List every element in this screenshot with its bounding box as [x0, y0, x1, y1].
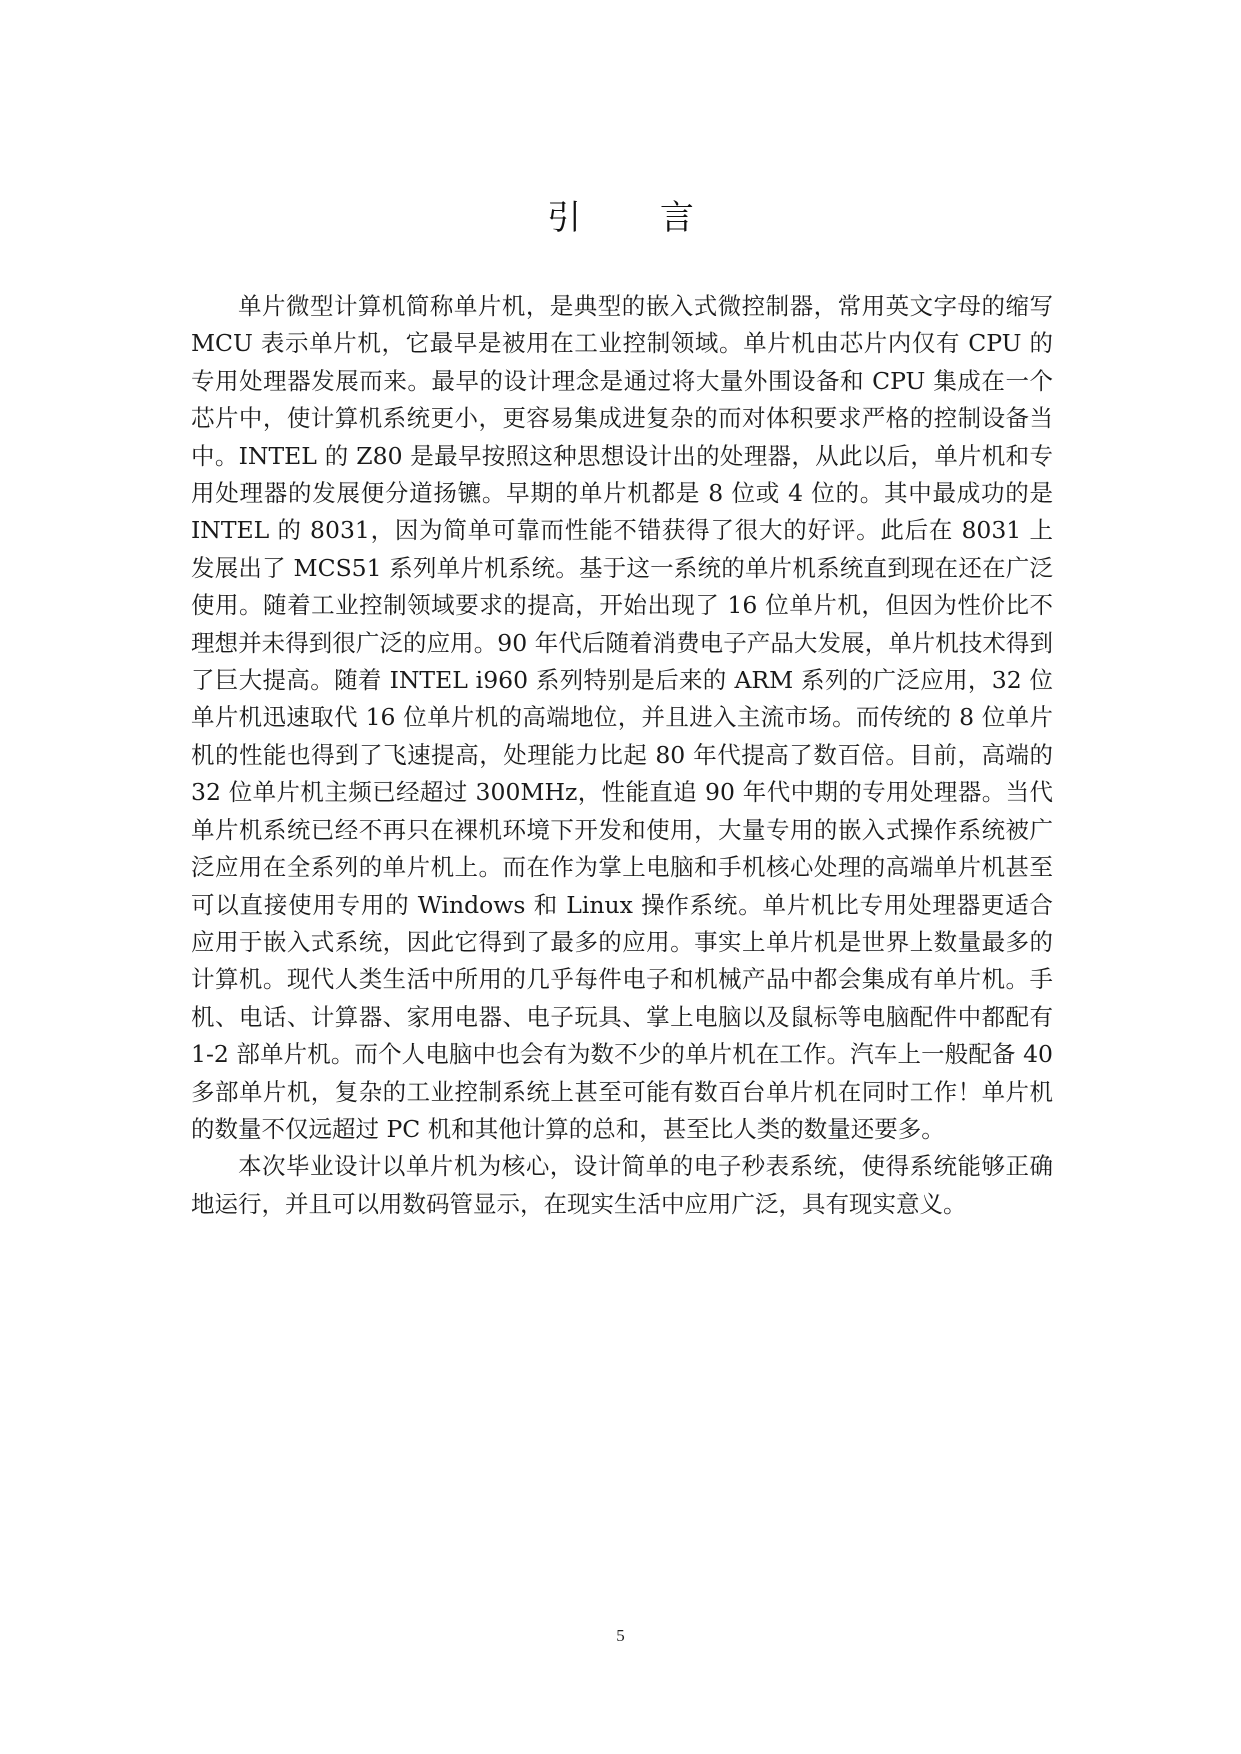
paragraph-mcu-history: 单片微型计算机简称单片机，是典型的嵌入式微控制器，常用英文字母的缩写 MCU 表示单片机，它最早是被用在工业控制领域。单片机由芯片内仅有 CPU 的专用处理器发展而来。最早的设计理念是通过将大量外围设备和 CPU 集成在一个芯片中，使计算机系统更小，更容易集成进复杂的而对体积要求严格的控制设备当中。INTEL 的 Z80 是最早按照这种思想设计出的处理器，从此以后，单片机和专用处理器的发展便分道扬镳。早期的单片机都是 8 位或 4 位的。其中最成功的是 INTEL 的 8031，因为简单可靠而性能不错获得了很大的好评。此后在 8031 上发展出了 MCS51 系列单片机系统。基于这一系统的单片机系统直到现在还在广泛使用。随着工业控制领域要求的提高，开始出现了 16 位单片机，但因为性价比不理想并未得到很广泛的应用。90 年代后随着消费电子产品大发展，单片机技术得到了巨大提高。随着 INTEL i960 系列特别是后来的 ARM 系列的广泛应用，32 位单片机迅速取代 16 位单片机的高端地位，并且进入主流市场。而传统的 8 位单片机的性能也得到了飞速提高，处理能力比起 80 年代提高了数百倍。目前，高端的 32 位单片机主频已经超过 300MHz，性能直追 90 年代中期的专用处理器。当代单片机系统已经不再只在裸机环境下开发和使用，大量专用的嵌入式操作系统被广泛应用在全系列的单片机上。而在作为掌上电脑和手机核心处理的高端单片机甚至可以直接使用专用的 Windows 和 Linux 操作系统。单片机比专用处理器更适合应用于嵌入式系统，因此它得到了最多的应用。事实上单片机是世界上数量最多的计算机。现代人类生活中所用的几乎每件电子和机械产品中都会集成有单片机。手机、电话、计算器、家用电器、电子玩具、掌上电脑以及鼠标等电脑配件中都配有 1-2 部单片机。而个人电脑中也会有为数不少的单片机在工作。汽车上一般配备 40 多部单片机，复杂的工业控制系统上甚至可能有数百台单片机在同时工作！单片机的数量不仅远超过 PC 机和其他计算的总和，甚至比人类的数量还要多。 [191, 292, 1053, 1143]
body-text [191, 288, 1053, 1223]
paragraph-project-purpose: 本次毕业设计以单片机为核心，设计简单的电子秒表系统，使得系统能够正确地运行，并且可以用数码管显示，在现实生活中应用广泛，具有现实意义。 [191, 1152, 1053, 1218]
page-number: 5 [616, 1626, 625, 1645]
page-title: 引 言 [547, 198, 728, 238]
